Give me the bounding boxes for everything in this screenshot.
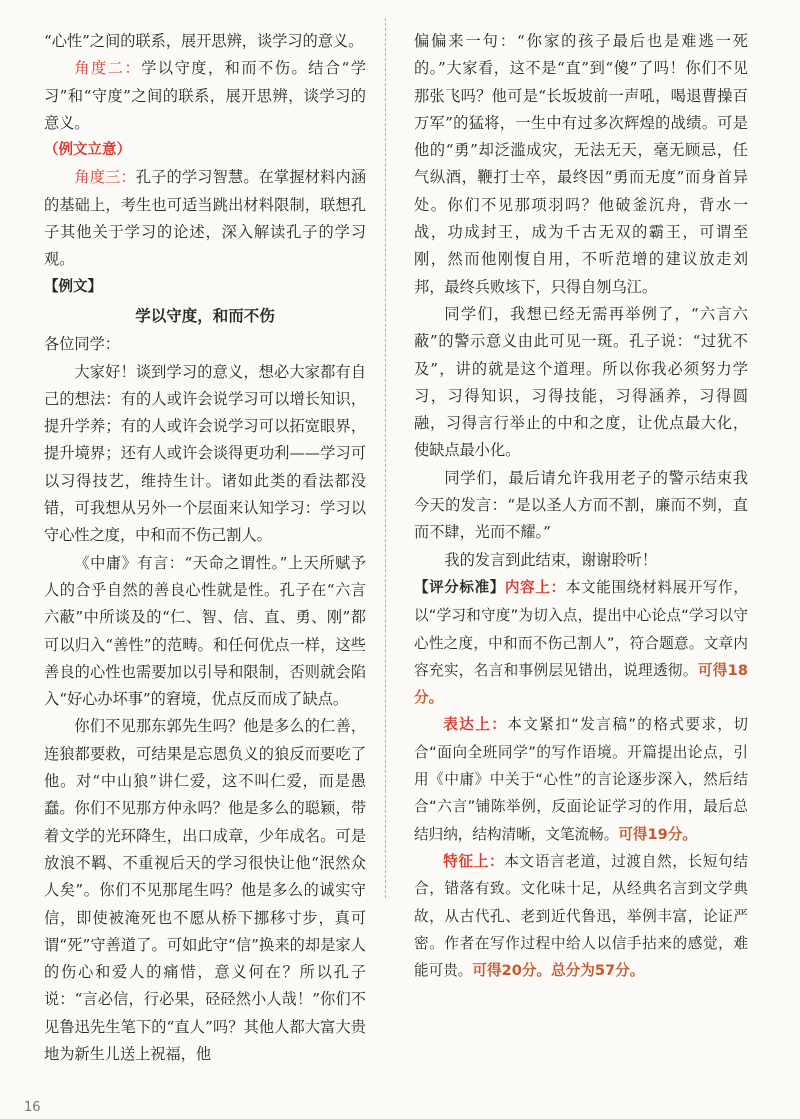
eval-content-score: 可得18分。 <box>414 661 748 707</box>
eval-feature-text: 本文语言老道，过渡自然，长短句结合，错落有致。文化味十足，从经典名言到文学典故，从古代孔、老到近代鲁迅，举例丰富，论证严密。作者在写作过程中给人以信手拈来的感觉，难能可贵。 <box>414 852 748 980</box>
eval-content-text: 本文能围绕材料展开写作，以“学习和守度”为切入点，提出中心论点“学习以守心性之度，中和而不伤己割人”，符合题意。文章内容充实，名言和事例层见错出，说理透彻。 <box>414 578 748 679</box>
essay-closing: 我的发言到此结束，谢谢聆听！ <box>444 550 658 569</box>
eval-feature-score: 可得20分。总分为57分。 <box>472 962 645 980</box>
angle3-text: 孔子的学习智慧。在掌握材料内涵的基础上，考生也可适当跳出材料限制，联想孔子其他关于学习的论述，深入解读孔子的学习观。 <box>44 168 367 269</box>
angle1-tail: “心性”之间的联系，展开思辨，谈学习的意义。 <box>44 32 364 50</box>
eval-tag: 【评分标准】 <box>414 579 505 596</box>
left-column <box>44 28 366 1068</box>
angle3-label: 角度三： <box>74 168 136 187</box>
eval-content-label: 内容上： <box>504 578 566 596</box>
column-divider <box>385 18 386 898</box>
right-column <box>414 28 748 984</box>
eval-expression <box>414 711 748 847</box>
eval-content <box>414 574 748 711</box>
angle3-paragraph <box>44 164 366 273</box>
example-intent-label: （例文立意） <box>44 142 131 159</box>
eval-feature <box>414 848 748 984</box>
eval-expression-score: 可得19分。 <box>618 825 698 843</box>
essay-paragraph-4: 偏偏来一句：“你家的孩子最后也是难逃一死的。”大家看，这不是“直”到“傻”了吗！你们不见那张飞吗？他可是“长坂坡前一声吼，喝退曹操百万军”的猛将，一生中有过多次辉煌的战绩。可是他的“勇”却泛滥成灾，无法无天，毫无顾忌，任气纵酒，鞭打士卒，最终因“勇而无度”而身首异处。你们不见那项羽吗？他破釜沉舟，背水一战，功成封王，成为千古无双的霸王，可谓至刚，然而他刚愎自用，不听范增的建议放走刘邦，最终兵败垓下，只得自刎乌江。 <box>414 32 748 296</box>
essay-paragraph-1: 大家好！谈到学习的意义，想必大家都有自己的想法：有的人或许会说学习可以增长知识，提升学养；有的人或许会说学习可以拓宽眼界，提升境界；还有人或许会谈得更功利——学习可以习得技艺，维持生计。诸如此类的看法都没错，可我想从另外一个层面来认知学习：学习以守心性之度，中和而不伤己割人。 <box>44 362 366 545</box>
angle2-text: 学以守度，和而不伤。结合“学习”和“守度”之间的联系，展开思辨，谈学习的意义。 <box>44 59 367 132</box>
angle2-paragraph <box>44 55 366 137</box>
eval-feature-label: 特征上： <box>443 852 505 870</box>
essay-paragraph-6: 同学们，最后请允许我用老子的警示结束我今天的发言：“是以圣人方而不割，廉而不刿，直而不肆，光而不耀。” <box>414 468 748 542</box>
page-number: 16 <box>24 1100 41 1115</box>
eval-expression-text: 本文紧扣“发言稿”的格式要求，切合“面向全班同学”的写作语境。开篇提出论点，引用《中庸》中关于“心性”的言论逐步深入，然后结合“六言”铺陈举例，反面论证学习的作用，最后总结归纳，结构清晰，文笔流畅。 <box>414 716 748 843</box>
eval-expression-label: 表达上： <box>443 716 508 734</box>
essay-paragraph-5: 同学们，我想已经无需再举例了，“六言六蔽”的警示意义由此可见一斑。孔子说：“过犹不及”，讲的就是这个道理。所以你我必须努力学习，习得知识，习得技能，习得涵养，习得圆融，习得言行举止的中和之度，让优点最大化，使缺点最小化。 <box>414 304 748 460</box>
essay-paragraph-2: 《中庸》有言：“天命之谓性。”上天所赋予人的合乎自然的善良心性就是性。孔子在“六言六蔽”中所谈及的“仁、智、信、直、勇、刚”都可以归入“善性”的范畴。和任何优点一样，这些善良的心性也需要加以引导和限制，否则就会陷入“好心办坏事”的窘境，优点反而成了缺点。 <box>44 553 366 709</box>
essay-greeting: 各位同学： <box>44 335 120 354</box>
essay-tag: 【例文】 <box>44 278 102 295</box>
essay-title: 学以守度，和而不伤 <box>135 306 275 325</box>
angle2-label: 角度二： <box>74 59 142 78</box>
essay-paragraph-3: 你们不见那东郭先生吗？他是多么的仁善，连狼都要救，可结果是忘恩负义的狼反而要吃了他。对“中山狼”讲仁爱，这不叫仁爱，而是愚蠢。你们不见那方仲永吗？他是多么的聪颖，带着文学的光环降生，出口成章，少年成名。可是放浪不羁、不重视后天的学习很快让他“泯然众人矣”。你们不见那尾生吗？他是多么的诚实守信，即使被淹死也不愿从桥下挪移寸步，真可谓“死”守善道了。可如此守“信”换来的却是家人的伤心和爱人的痛惜，意义何在？所以孔子说：“言必信，行必果，硁硁然小人哉！”你们不见鲁迅先生笔下的“直人”吗？其他人都大富大贵地为新生儿送上祝福，他 <box>44 717 366 1063</box>
